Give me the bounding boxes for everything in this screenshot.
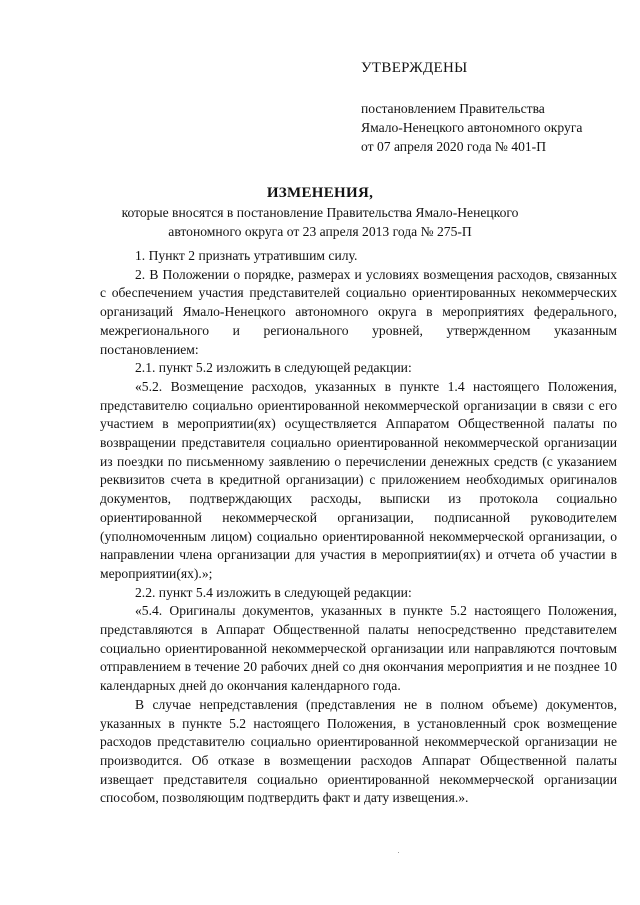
document-title: ИЗМЕНЕНИЯ, [266, 185, 374, 201]
approval-line: от 07 апреля 2020 года № 401-П [361, 139, 547, 154]
paragraph-item-2-2: 2.2. пункт 5.4 изложить в следующей редакции: [135, 584, 412, 600]
approval-line: постановлением Правительства [361, 101, 545, 116]
approval-title: УТВЕРЖДЕНЫ [361, 60, 468, 76]
paragraph-item-2: 2. В Положении о порядке, размерах и условиях возмещения расходов, связанных с обеспечением участия представителей социально ориентированных некоммерческих организаций Ямало-Ненецкого автономного округа в мероприятиях федерального, межрегионального и регионального уровней, утвержденном указанным постановлением: [100, 266, 617, 357]
approval-line: Ямало-Ненецкого автономного округа [361, 120, 583, 135]
document-subtitle-line: автономного округа от 23 апреля 2013 года № 275-П [168, 224, 472, 239]
document-body [100, 247, 617, 808]
approval-block [361, 59, 611, 156]
document-heading [60, 183, 580, 241]
paragraph-clause-5-4: «5.4. Оригиналы документов, указанных в пункте 5.2 настоящего Положения, представляются в Аппарат Общественной палаты непосредственно представителем социально ориентированной некоммерческой организации или направляются почтовым отправлением в течение 20 рабочих дней со дня окончания мероприятия и не позднее 10 календарных дней до окончания календарного года. [100, 603, 617, 694]
paragraph-clause-5-4-continued: В случае непредставления (представления не в полном объеме) документов, указанных в пункте 5.2 настоящего Положения, в установленный срок возмещение расходов представителю социально ориентированной некоммерческой организации не производится. Об отказе в возмещении расходов Аппарат Общественной палаты извещает представителя социально ориентированной некоммерческой организации способом, позволяющим подтвердить факт и дату извещения.». [100, 696, 617, 806]
scan-speck [398, 852, 399, 853]
paragraph-item-2-1: 2.1. пункт 5.2 изложить в следующей редакции: [135, 360, 412, 376]
document-subtitle-line: которые вносятся в постановление Правительства Ямало-Ненецкого [121, 205, 519, 220]
paragraph-clause-5-2: «5.2. Возмещение расходов, указанных в пункте 1.4 настоящего Положения, представителю социально ориентированной некоммерческой организации в связи с его участием в мероприятии(ях) осуществляется Аппаратом Общественной палаты по возвращении представителя социально ориентированной некоммерческой организации из поездки по письменному заявлению о перечислении денежных средств (с указанием реквизитов счета в кредитной организации) с приложением необходимых оригиналов документов, подтверждающих расходы, выписки из протокола социально ориентированной некоммерческой организации, подписанной руководителем (уполномоченным лицом) социально ориентированной некоммерческой организации, о направлении члена организации для участия в мероприятии(ях) и отчета об участии в мероприятии(ях).»; [100, 378, 617, 581]
paragraph-item-1: 1. Пункт 2 признать утратившим силу. [135, 248, 358, 263]
